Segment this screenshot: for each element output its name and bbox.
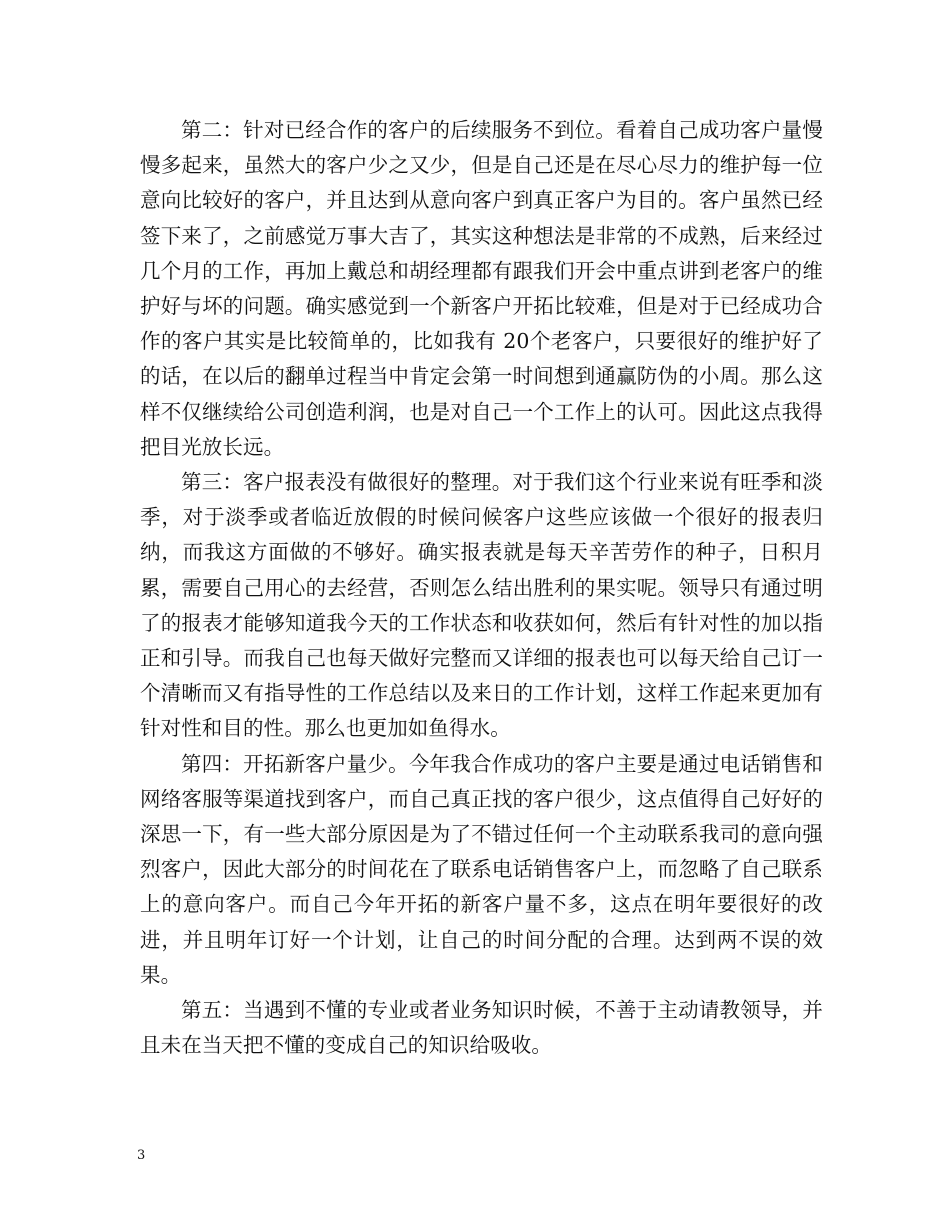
document-body bbox=[140, 113, 823, 1063]
paragraph-fourth-point: 第四：开拓新客户量少。今年我合作成功的客户主要是通过电话销售和网络客服等渠道找到客户，而自己真正找的客户很少，这点值得自己好好的深思一下，有一些大部分原因是为了不错过任何一个主动联系我司的意向强烈客户，因此大部分的时间花在了联系电话销售客户上，而忽略了自己联系上的意向客户。而自己今年开拓的新客户量不多，这点在明年要很好的改进，并且明年订好一个计划，让自己的时间分配的合理。达到两不误的效果。 bbox=[140, 751, 823, 987]
paragraph-third-point: 第三：客户报表没有做很好的整理。对于我们这个行业来说有旺季和淡季，对于淡季或者临近放假的时候问候客户这些应该做一个很好的报表归纳，而我这方面做的不够好。确实报表就是每天辛苦劳作的种子，日积月累，需要自己用心的去经营，否则怎么结出胜利的果实呢。领导只有通过明了的报表才能够知道我今天的工作状态和收获如何，然后有针对性的加以指正和引导。而我自己也每天做好完整而又详细的报表也可以每天给自己订一个清晰而又有指导性的工作总结以及来日的工作计划，这样工作起来更加有针对性和目的性。那么也更加如鱼得水。 bbox=[140, 470, 823, 741]
paragraph-second-point: 第二：针对已经合作的客户的后续服务不到位。看着自己成功客户量慢慢多起来，虽然大的客户少之又少，但是自己还是在尽心尽力的维护每一位意向比较好的客户，并且达到从意向客户到真正客户为目的。客户虽然已经签下来了，之前感觉万事大吉了，其实这种想法是非常的不成熟，后来经过几个月的工作，再加上戴总和胡经理都有跟我们开会中重点讲到老客户的维护好与坏的问题。确实感觉到一个新客户开拓比较难，但是对于已经成功合作的客户其实是比较简单的，比如我有 20个老客户，只要很好的维护好了的话，在以后的翻单过程当中肯定会第一时间想到通赢防伪的小周。那么这样不仅继续给公司创造利润，也是对自己一个工作上的认可。因此这点我得把目光放长远。 bbox=[140, 118, 823, 459]
paragraph-fifth-point: 第五：当遇到不懂的专业或者业务知识时候，不善于主动请教领导，并且未在当天把不懂的变成自己的知识给吸收。 bbox=[140, 998, 823, 1058]
page-number: 3 bbox=[137, 1148, 146, 1163]
